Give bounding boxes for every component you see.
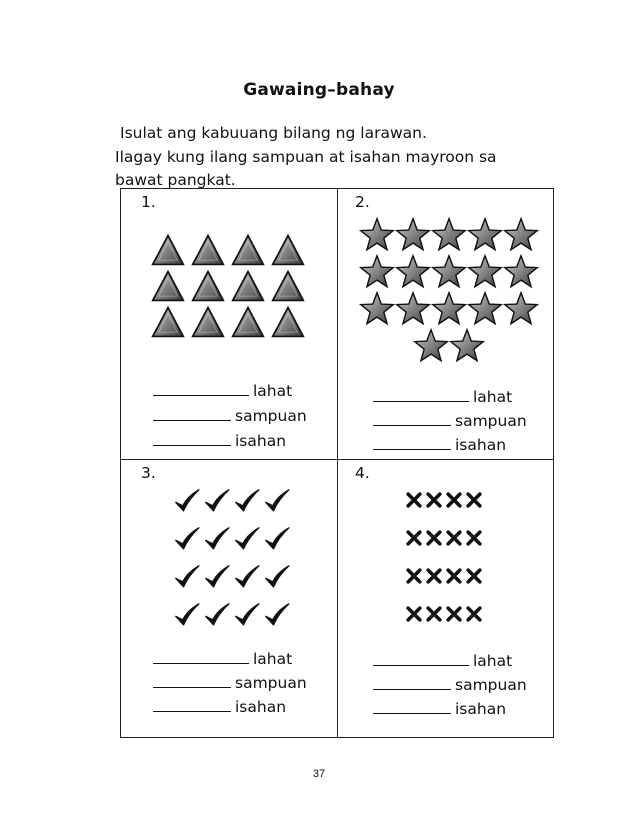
- star-icon: [395, 254, 431, 290]
- triangle-icon: [231, 233, 265, 267]
- answer-row-lahat: lahat: [373, 387, 512, 406]
- answer-row-lahat: lahat: [153, 649, 292, 668]
- star-icon: [431, 217, 467, 253]
- check-icon: [203, 487, 231, 515]
- instruction-line-1: Isulat ang kabuuang bilang ng larawan.: [120, 124, 427, 142]
- triangle-icon: [271, 305, 305, 339]
- answer-row-isahan: isahan: [373, 699, 506, 718]
- check-icon: [203, 563, 231, 591]
- check-icon: [233, 525, 261, 553]
- x-icon: [445, 529, 463, 547]
- check-icon: [233, 487, 261, 515]
- item-number: 2.: [355, 193, 370, 211]
- answer-row-sampuan: sampuan: [373, 675, 527, 694]
- x-icon: [405, 491, 423, 509]
- check-icon: [203, 525, 231, 553]
- answer-row-sampuan: sampuan: [373, 411, 527, 430]
- star-icon: [503, 217, 539, 253]
- triangle-icon: [231, 269, 265, 303]
- star-icon: [503, 291, 539, 327]
- grid-divider-vertical: [337, 189, 338, 737]
- triangle-icon: [151, 305, 185, 339]
- star-icon: [449, 328, 485, 364]
- star-icon: [467, 217, 503, 253]
- answer-row-sampuan: sampuan: [153, 406, 307, 425]
- x-icon: [425, 491, 443, 509]
- check-icon: [263, 487, 291, 515]
- triangle-icon: [151, 233, 185, 267]
- answer-row-isahan: isahan: [153, 697, 286, 716]
- page-number: 37: [312, 768, 326, 780]
- star-icon: [431, 254, 467, 290]
- check-icon: [233, 601, 261, 629]
- worksheet-grid: [120, 188, 554, 738]
- triangle-icon: [191, 305, 225, 339]
- x-icon: [465, 605, 483, 623]
- triangle-icon: [231, 305, 265, 339]
- item-number: 3.: [141, 464, 156, 482]
- answer-row-isahan: isahan: [373, 435, 506, 454]
- triangle-icon: [271, 233, 305, 267]
- star-icon: [467, 291, 503, 327]
- x-icon: [405, 605, 423, 623]
- star-icon: [395, 217, 431, 253]
- star-icon: [359, 291, 395, 327]
- check-icon: [173, 525, 201, 553]
- instruction-line-3: bawat pangkat.: [115, 171, 236, 189]
- triangle-icon: [191, 233, 225, 267]
- star-icon: [467, 254, 503, 290]
- item-number: 1.: [141, 193, 156, 211]
- check-icon: [263, 563, 291, 591]
- triangle-icon: [151, 269, 185, 303]
- x-icon: [405, 529, 423, 547]
- x-icon: [465, 529, 483, 547]
- answer-row-lahat: lahat: [373, 651, 512, 670]
- answer-row-lahat: lahat: [153, 381, 292, 400]
- star-icon: [431, 291, 467, 327]
- grid-divider-horizontal: [121, 459, 553, 460]
- star-icon: [359, 217, 395, 253]
- check-icon: [263, 525, 291, 553]
- triangle-icon: [191, 269, 225, 303]
- x-icon: [445, 605, 463, 623]
- check-icon: [173, 563, 201, 591]
- star-icon: [359, 254, 395, 290]
- x-icon: [405, 567, 423, 585]
- x-icon: [425, 529, 443, 547]
- x-icon: [465, 567, 483, 585]
- check-icon: [173, 601, 201, 629]
- x-icon: [425, 605, 443, 623]
- check-icon: [233, 563, 261, 591]
- page-title: Gawaing–bahay: [243, 80, 395, 100]
- star-icon: [395, 291, 431, 327]
- x-icon: [425, 567, 443, 585]
- check-icon: [173, 487, 201, 515]
- answer-row-sampuan: sampuan: [153, 673, 307, 692]
- x-icon: [465, 491, 483, 509]
- check-icon: [263, 601, 291, 629]
- item-number: 4.: [355, 464, 370, 482]
- x-icon: [445, 567, 463, 585]
- instruction-line-2: Ilagay kung ilang sampuan at isahan mayroon sa: [115, 148, 497, 166]
- triangle-icon: [271, 269, 305, 303]
- star-icon: [413, 328, 449, 364]
- x-icon: [445, 491, 463, 509]
- check-icon: [203, 601, 231, 629]
- answer-row-isahan: isahan: [153, 431, 286, 450]
- star-icon: [503, 254, 539, 290]
